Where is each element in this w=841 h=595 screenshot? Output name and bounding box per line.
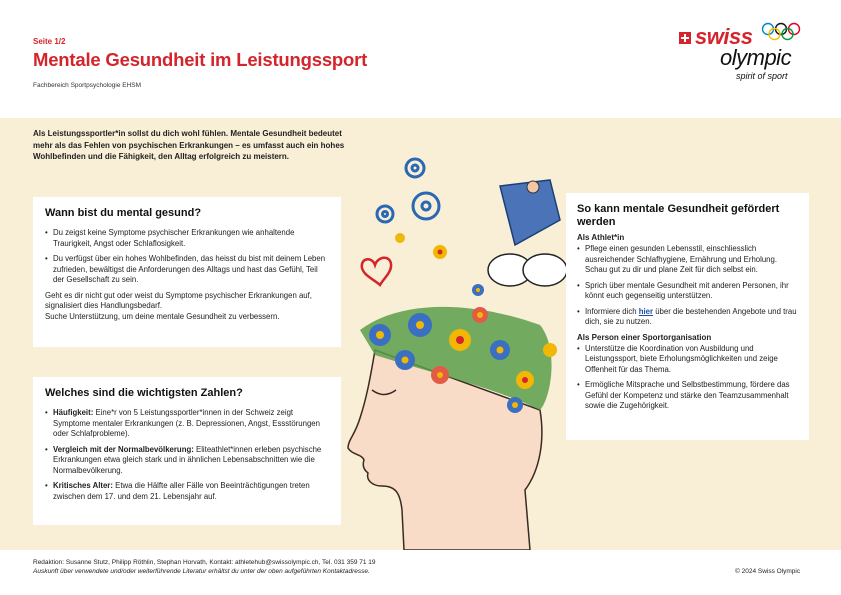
item-text: über die bestehenden Angebote und trau dich, sie zu nutzen. [585, 306, 797, 326]
swiss-cross-icon [679, 32, 691, 44]
paragraph: Suche Unterstützung, um deine mentale Gesundheit zu verbessern. [45, 311, 280, 321]
footer-note: Auskunft über verwendete und/oder weiterführende Literatur erhältst du unter der oben aufgeführten Kontaktadresse. [33, 568, 370, 575]
page-title: Mentale Gesundheit im Leistungssport [33, 49, 368, 70]
bullet-list [577, 344, 798, 412]
sleeping-icon [500, 180, 560, 245]
card-key-numbers [33, 377, 341, 525]
list-item: • Sprich über mentale Gesundheit mit anderen Personen, ihr könnt euch gegenseitig unterstützen. [577, 281, 798, 302]
paragraph: Geht es dir nicht gut oder weist du Symptome psychischer Erkrankungen auf, signalisiert dies Handlungsbedarf. [45, 290, 312, 310]
item-text: Eliteathlet*innen erleben psychische Erkrankungen etwa gleich stark und in ähnlichen Lebensabschnitten wie die Normalbevölkerung. [53, 444, 322, 475]
speech-bubble-icon [488, 254, 567, 286]
olympic-rings-icon [760, 22, 808, 42]
list-item: • Du verfügst über ein hohes Wohlbefinden, das heisst du bist mit deinem Leben zufrieden, bewältigst die Anforderungen des Alltags und hast das Gefühl, Teil der Gesellschaft zu sein. [45, 254, 329, 286]
list-item: • Unterstütze die Koordination von Ausbildung und Leistungssport, biete Erholungsmöglichkeiten und zeige Offenheit für das Thema. [577, 344, 798, 376]
swiss-olympic-logo [672, 18, 817, 88]
list-item [577, 307, 798, 328]
bullet-list [45, 228, 329, 286]
item-text: Etwa die Hälfte aller Fälle von Beeinträchtigungen treten zwischen dem 17. und dem 21. Lebensjahr auf. [53, 481, 310, 501]
copyright: © 2024 Swiss Olympic [735, 568, 801, 575]
list-item [45, 445, 329, 477]
card-promotion [566, 193, 809, 440]
card-title: Wann bist du mental gesund? [45, 207, 202, 219]
item-label: Vergleich mit der Normalbevölkerung: [53, 444, 194, 454]
head-illustration [300, 150, 590, 550]
card-mentally-healthy [33, 197, 341, 347]
section-heading-athlete: Als Athlet*in [577, 233, 625, 242]
list-item [45, 481, 329, 502]
list-item: • Du zeigst keine Symptome psychischer Erkrankungen wie anhaltende Traurigkeit, Angst oder Schlaflosigkeit. [45, 228, 329, 249]
card-title: So kann mentale Gesundheit gefördert werden [577, 203, 780, 228]
item-label: Kritisches Alter: [53, 481, 113, 490]
item-text: Informiere dich [585, 306, 639, 316]
bullet-list [577, 244, 798, 328]
card-title: Welches sind die wichtigsten Zahlen? [45, 387, 243, 399]
item-label: Häufigkeit: [53, 408, 94, 417]
page-label: Seite 1/2 [33, 37, 66, 46]
intro-text: Als Leistungssportler*in sollst du dich wohl fühlen. Mentale Gesundheit bedeutet mehr als das Fehlen von psychischen Erkrankungen – es umfasst auch ein hohes Wohlbefinden und die Fähigkeit, den Alltag erfolgreich zu meistern. [33, 129, 345, 161]
logo-tagline: spirit of sport [736, 71, 788, 81]
section-heading-organisation: Als Person einer Sportorganisation [577, 332, 712, 342]
gear-icon [377, 159, 439, 222]
bullet-list [45, 408, 329, 502]
logo-word-swiss: swiss [695, 24, 753, 49]
list-item [45, 408, 329, 440]
info-link[interactable]: hier [638, 306, 654, 316]
department-label: Fachbereich Sportpsychologie EHSM [33, 82, 142, 89]
logo-word-olympic: olympic [720, 45, 792, 70]
list-item: • Ermögliche Mitsprache und Selbstbestimmung, fördere das Gefühl der Kompetenz und stärke den Teamzusammenhalt sowie die Zugehörigkeit. [577, 380, 798, 412]
footer-credits: Redaktion: Susanne Stutz, Philipp Röthlin, Stephan Horvath, Kontakt: athletehub@swissolympic.ch, Tel. 031 359 71 19 [33, 559, 376, 566]
item-text: Eine*r von 5 Leistungssportler*innen in der Schweiz zeigt Symptome mentaler Erkrankungen (z. B. Depressionen, Angst, Essstörungen oder Schlafprobleme). [53, 408, 320, 438]
list-item: • Pflege einen gesunden Lebensstil, einschliesslich ausreichender Schlafhygiene, Ernährung und Erholung. Schau gut zu dir und plane Zeit für dich selbst ein. [577, 244, 798, 276]
